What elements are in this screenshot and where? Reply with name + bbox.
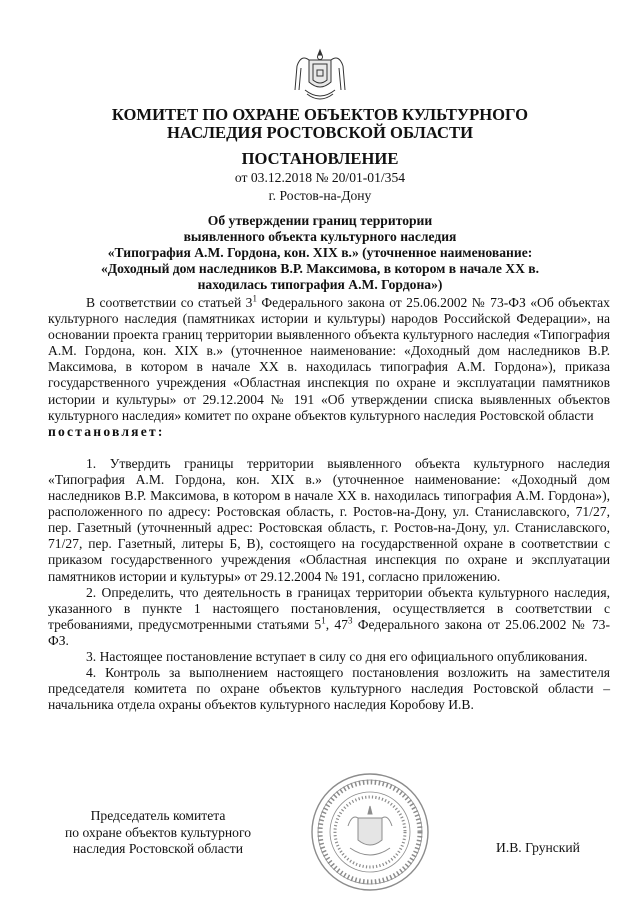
document-city: г. Ростов-на-Дону (268, 188, 372, 203)
signatory-position-line2: по охране объектов культурного (64, 824, 252, 840)
preamble-superscript: 1 (252, 293, 257, 304)
document-subject (80, 213, 560, 293)
item-3-paragraph: 3. Настоящее постановление вступает в силу со дня его официального опубликования. (86, 648, 588, 664)
item-4-paragraph: 4. Контроль за выполнением настоящего постановления возложить на заместителя председателя комитета по охране объектов культурного наследия Ростовской области – начальника отдела охраны объектов культурного наследия Коробову И.В. (48, 665, 610, 713)
item-2-superscript-1: 1 (321, 615, 326, 626)
signatory-name: И.В. Грунский (496, 840, 580, 855)
item-2-text-part2: , 47 (325, 616, 348, 632)
document-date-number: от 03.12.2018 № 20/01-01/354 (234, 170, 406, 185)
item-2-text-part1: 2. Определить, что деятельность в границах территории объекта культурного наследия, указанного в пункте 1 настоящего постановления, осуществляется в соответствии с требованиями, предусмотренными статьями 5 (48, 584, 610, 632)
item-2-superscript-2: 3 (347, 615, 353, 626)
document-type: ПОСТАНОВЛЕНИЕ (241, 149, 399, 168)
decree-word: постановляет: (48, 423, 165, 439)
item-1-paragraph: 1. Утвердить границы территории выявленного объекта культурного наследия «Типография А.М. Гордона, кон. XIX в.» (уточненное наименование: «Доходный дом наследников В.Р. Максимова, в котором в начале XX в. находилась типография А.М. Гордона»), расположенного по адресу: Ростовская область, г. Ростов-на-Дону, ул. Станиславского, 71/27, пер. Газетный (уточненный адрес: Ростовская область, г. Ростов-на-Дону, ул. Станиславского, 71/27, пер. Газетный, литеры Б, В), состоящего на государственной охране в соответствии с приказом государственного учреждения «Областная инспекция по охране и эксплуатации памятников истории и культуры» от 29.12.2004 № 191, согласно приложению. (48, 455, 610, 584)
preamble-text-part1: В соответствии со статьей 3 (86, 295, 253, 310)
signatory-position-line3: наследия Ростовской области (73, 841, 243, 856)
coat-of-arms-emblem (291, 46, 349, 104)
official-seal-stamp (308, 770, 433, 895)
subject-line2: выявленного объекта культурного наследия (183, 229, 457, 244)
item-2-paragraph (48, 585, 610, 649)
document-body (48, 295, 610, 713)
subject-line3: «Типография А.М. Гордона, кон. XIX в.» (уточненное наименование: (107, 245, 533, 260)
organization-name-line1: КОМИТЕТ ПО ОХРАНЕ ОБЪЕКТОВ КУЛЬТУРНОГО (111, 105, 529, 124)
subject-line5: находилась типография А.М. Гордона») (197, 277, 443, 292)
item-2-text-part3: Федерального закона от 25.06.2002 № 73-ФЗ. (48, 616, 611, 648)
preamble-text-part2: Федерального закона от 25.06.2002 № 73-ФЗ «Об объектах культурного наследия (памятниках истории и культуры) народов Российской Федерации», на основании проекта границ территории выявленного объекта культурного наследия «Типография А.М. Гордона, кон. XIX в.» (уточненное наименование: «Доходный дом наследников В.Р. Максимова, в котором в начале XX в. находилась типография А.М. Гордона»), приказа государственного учреждения «Областная инспекция по охране и эксплуатации памятников истории и культуры» от 29.12.2004 № 191 «Об утверждении списка выявленных объектов культурного наследия» комитет по охране объектов культурного наследия Ростовской области (48, 295, 610, 423)
signatory-position-line1: Председатель комитета (90, 808, 226, 823)
organization-name-line2: НАСЛЕДИЯ РОСТОВСКОЙ ОБЛАСТИ (167, 123, 473, 142)
organization-name (40, 106, 600, 142)
preamble-paragraph (48, 295, 610, 424)
subject-line1: Об утверждении границ территории (207, 213, 433, 228)
subject-line4: «Доходный дом наследников В.Р. Максимова, в котором в начале XX в. (100, 261, 540, 276)
signatory-position (48, 808, 268, 858)
